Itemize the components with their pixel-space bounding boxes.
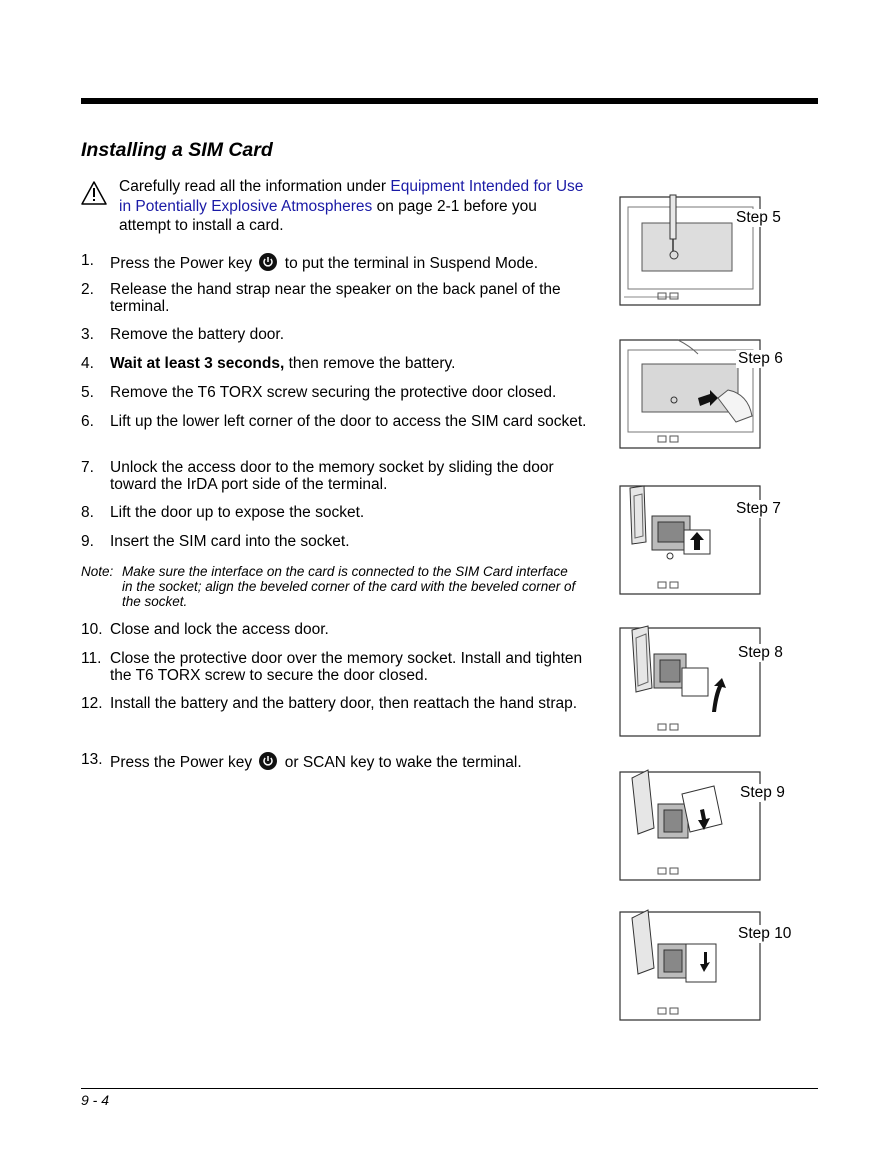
- step-number: 7.: [81, 459, 94, 476]
- step-bold-text: Wait at least 3 seconds,: [110, 355, 285, 372]
- figure-label: Step 8: [738, 644, 783, 661]
- step-text: Close the protective door over the memory socket. Install and tighten the T6 TORX screw to secure the door closed.: [110, 650, 583, 684]
- caution-text-post: on page 2-1 before you attempt to install a card.: [119, 197, 537, 234]
- step-text: Lift the door up to expose the socket.: [110, 504, 365, 521]
- step-number: 11.: [81, 650, 102, 667]
- figure-label: Step 7: [736, 500, 781, 517]
- step-7: [81, 460, 591, 493]
- figure-label: Step 6: [738, 350, 783, 367]
- step-text: Remove the T6 TORX screw securing the protective door closed.: [110, 384, 557, 401]
- step-13: [81, 752, 591, 772]
- step-11: [81, 651, 591, 684]
- step-10: [81, 622, 591, 639]
- note-label: Note:: [81, 564, 114, 579]
- step-text: Unlock the access door to the memory socket by sliding the door toward the IrDA port side of the terminal.: [110, 459, 554, 493]
- note: [81, 564, 581, 609]
- figure-step-10: [618, 908, 808, 1022]
- step-text: Lift up the lower left corner of the door to access the SIM card socket.: [110, 413, 587, 430]
- power-key-icon: [259, 253, 277, 271]
- step-text: Install the battery and the battery door, then reattach the hand strap.: [110, 695, 578, 712]
- step-text: Press the Power key: [110, 255, 257, 272]
- power-key-icon: [259, 752, 277, 770]
- step-text: to put the terminal in Suspend Mode.: [280, 255, 539, 272]
- page-title: Installing a SIM Card: [81, 139, 273, 161]
- page-number: 9 - 4: [81, 1092, 110, 1108]
- step-6: [81, 414, 591, 431]
- step-3: [81, 327, 591, 344]
- step-12: [81, 696, 591, 713]
- figure-label: Step 10: [738, 925, 792, 942]
- figure-step-5: [618, 193, 808, 307]
- step-number: 4.: [81, 355, 94, 372]
- step-text: Press the Power key: [110, 754, 257, 771]
- arrow-icon: [712, 678, 726, 712]
- step-text: Insert the SIM card into the socket.: [110, 533, 350, 550]
- figure-label: Step 9: [740, 784, 785, 801]
- step-number: 9.: [81, 533, 94, 550]
- figure-step-8: [618, 624, 808, 738]
- step-number: 13.: [81, 751, 103, 768]
- step-number: 2.: [81, 281, 94, 298]
- terminal-illustration: [618, 624, 808, 738]
- explosive-atmospheres-link[interactable]: Equipment Intended for Use in Potentially Explosive Atmospheres: [119, 178, 584, 215]
- step-4: [81, 356, 591, 373]
- warning-triangle-icon: [81, 181, 107, 205]
- figure-step-6: [618, 336, 808, 450]
- step-9: [81, 534, 591, 551]
- note-text: Make sure the interface on the card is connected to the SIM Card interface in the socket; align the beveled corner of the card with the beveled corner of the socket.: [122, 564, 576, 609]
- step-number: 10.: [81, 621, 103, 638]
- caution-text-pre: Carefully read all the information under: [119, 178, 391, 195]
- figure-label: Step 5: [736, 209, 781, 226]
- step-number: 3.: [81, 326, 94, 343]
- step-number: 6.: [81, 413, 94, 430]
- step-8: [81, 505, 591, 522]
- step-text: Close and lock the access door.: [110, 621, 329, 638]
- step-5: [81, 385, 591, 402]
- step-text: or SCAN key to wake the terminal.: [280, 754, 522, 771]
- step-number: 12.: [81, 695, 103, 712]
- step-text: Remove the battery door.: [110, 326, 285, 343]
- step-text: then remove the battery.: [284, 355, 456, 372]
- step-1: [81, 253, 591, 273]
- caution-text: [119, 177, 591, 236]
- step-number: 1.: [81, 252, 94, 269]
- step-2: [81, 282, 591, 315]
- step-text: Release the hand strap near the speaker on the back panel of the terminal.: [110, 281, 561, 315]
- step-number: 5.: [81, 384, 94, 401]
- caution-block: [81, 177, 591, 236]
- top-rule: [81, 98, 818, 104]
- footer-rule: [81, 1088, 818, 1089]
- step-number: 8.: [81, 504, 94, 521]
- figure-step-9: [618, 768, 808, 882]
- figure-step-7: [618, 482, 808, 596]
